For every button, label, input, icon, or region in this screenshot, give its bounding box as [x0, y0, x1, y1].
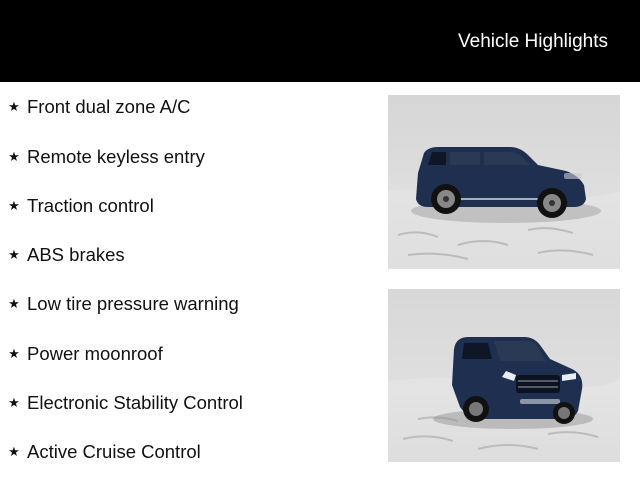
vehicle-photo-side [388, 95, 620, 269]
list-item [7, 343, 163, 365]
star-icon: ★ [8, 99, 20, 114]
star-icon: ★ [8, 395, 20, 410]
star-icon: ★ [8, 444, 20, 459]
list-item [7, 195, 154, 217]
star-icon: ★ [8, 247, 20, 262]
feature-label: Remote keyless entry [27, 146, 205, 167]
feature-label: Power moonroof [27, 343, 163, 364]
list-item [7, 441, 201, 463]
star-icon: ★ [8, 198, 20, 213]
feature-label: ABS brakes [27, 244, 125, 265]
feature-label: Electronic Stability Control [27, 392, 243, 413]
list-item [7, 146, 205, 168]
list-item [7, 96, 191, 118]
vehicle-photo-front [388, 289, 620, 462]
star-icon: ★ [8, 346, 20, 361]
page-title: Vehicle Highlights [458, 31, 608, 52]
star-icon: ★ [8, 149, 20, 164]
star-icon: ★ [8, 296, 20, 311]
feature-label: Front dual zone A/C [27, 96, 191, 117]
list-item [7, 293, 239, 315]
list-item [7, 392, 243, 414]
list-item [7, 244, 125, 266]
feature-label: Traction control [27, 195, 154, 216]
feature-label: Low tire pressure warning [27, 293, 239, 314]
feature-label: Active Cruise Control [27, 441, 201, 462]
